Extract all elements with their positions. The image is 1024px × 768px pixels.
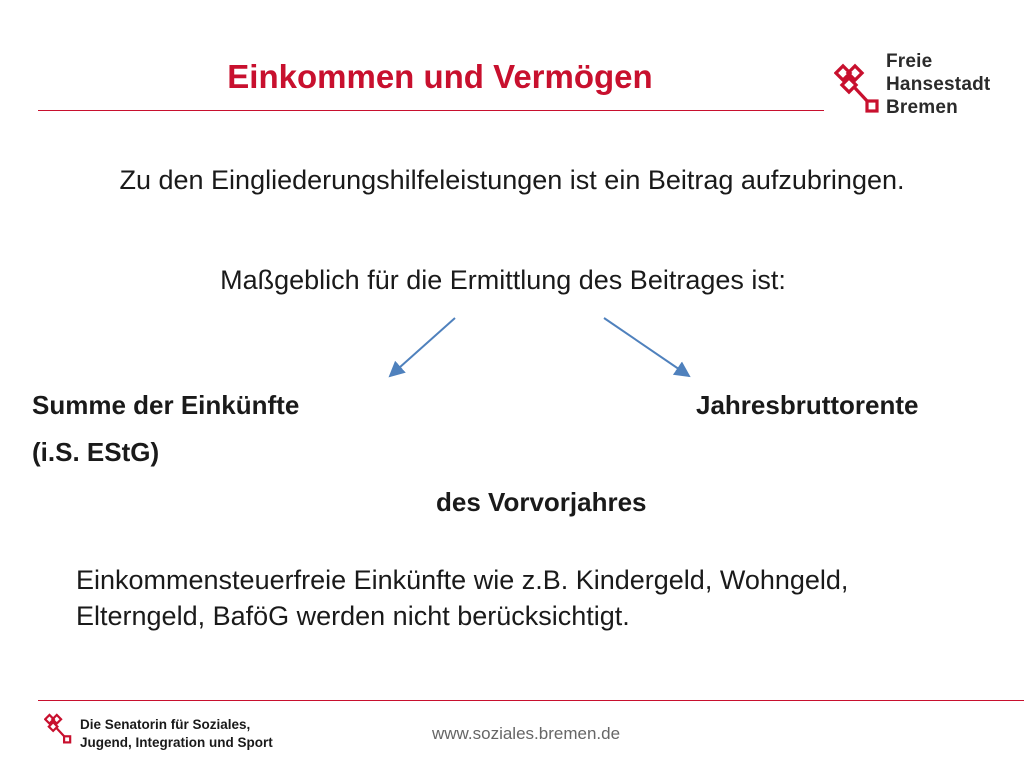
footer-organization [80,716,273,752]
footer-org-line: Die Senatorin für Soziales, [80,717,251,732]
pension-sub: des Vorvorjahres [436,487,647,517]
pension-label: Jahresbruttorente [696,390,919,420]
footer-divider [38,700,1024,701]
bremen-key-icon [44,712,72,746]
bremen-key-icon [834,62,880,116]
logo-line: Hansestadt [886,74,991,95]
logo-line: Freie [886,51,933,72]
exemption-note: Einkommensteuerfreie Einkünfte wie z.B. Kindergeld, Wohngeld, Elterngeld, BaföG werden nicht berücksichtigt. [76,565,849,631]
arrow-left [390,318,455,376]
footer-website-link[interactable]: www.soziales.bremen.de [432,724,621,743]
income-sum-label: Summe der Einkünfte [32,390,300,420]
basis-text: Maßgeblich für die Ermittlung des Beitrages ist: [220,265,786,295]
intro-text: Zu den Eingliederungshilfeleistungen ist ein Beitrag aufzubringen. [119,165,905,195]
footer-org-line: Jugend, Integration und Sport [80,735,273,750]
logo-line: Bremen [886,97,958,118]
slide-title: Einkommen und Vermögen [227,58,653,95]
arrow-right [604,318,689,376]
title-divider [38,110,824,111]
logo-wordmark [886,50,990,119]
income-sum-sub: (i.S. EStG) [32,437,160,467]
